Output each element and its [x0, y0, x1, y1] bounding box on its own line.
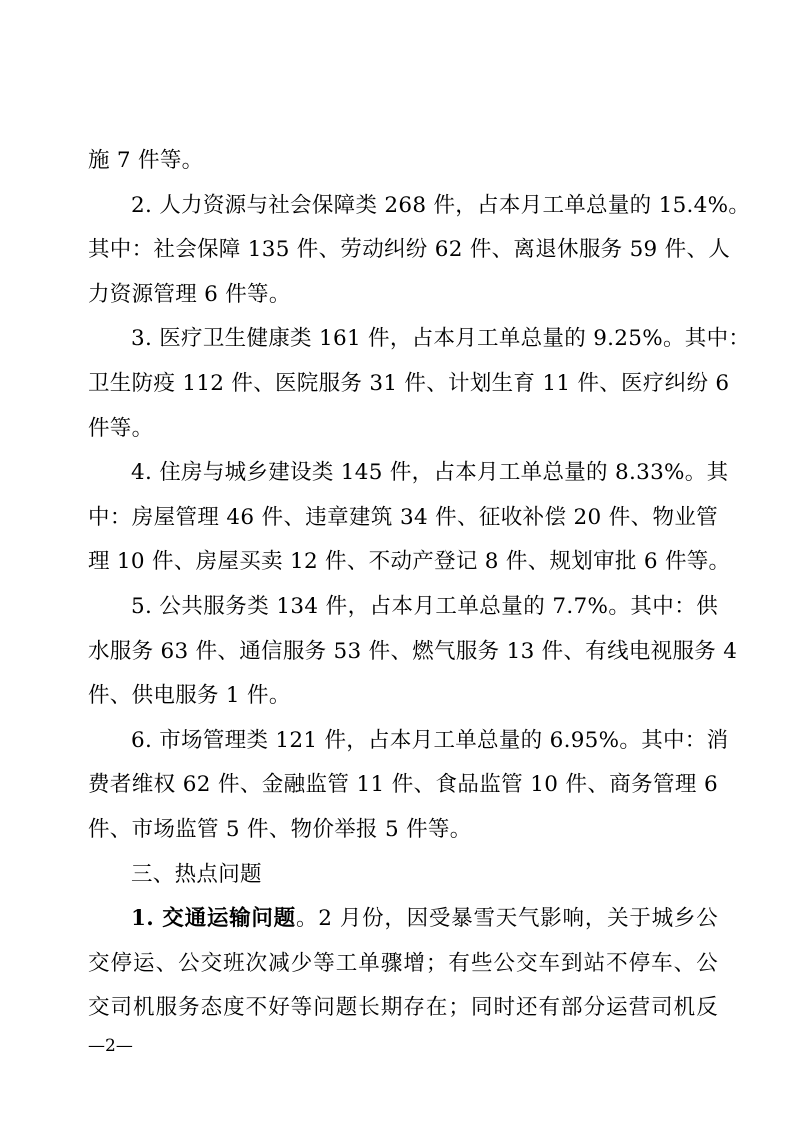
hotspot-text: 。2 月份，因受暴雪天气影响，关于城乡公	[295, 906, 718, 932]
body-line: 施 7 件等。	[88, 148, 204, 173]
item-3-line: 3. 医疗卫生健康类 161 件，占本月工单总量的 9.25%。其中：	[131, 326, 751, 352]
body-line: 理 10 件、房屋买卖 12 件、不动产登记 8 件、规划审批 6 件等。	[88, 549, 731, 575]
item-2-line: 2. 人力资源与社会保障类 268 件，占本月工单总量的 15.4%。	[131, 192, 751, 218]
document-body	[88, 142, 751, 1034]
item-6-line: 6. 市场管理类 121 件，占本月工单总量的 6.95%。其中：消	[131, 727, 729, 753]
body-line: 其中：社会保障 135 件、劳动纠纷 62 件、离退休服务 59 件、人	[88, 237, 731, 263]
body-line: 费者维权 62 件、金融监管 11 件、食品监管 10 件、商务管理 6	[88, 772, 718, 798]
item-5-line: 5. 公共服务类 134 件，占本月工单总量的 7.7%。其中：供	[131, 593, 718, 619]
item-4-line: 4. 住房与城乡建设类 145 件，占本月工单总量的 8.33%。其	[131, 460, 729, 486]
body-line: 水服务 63 件、通信服务 53 件、燃气服务 13 件、有线电视服务 4	[88, 638, 738, 664]
hotspot-title: 1. 交通运输问题	[131, 906, 296, 932]
body-line: 件、供电服务 1 件。	[88, 683, 291, 709]
body-line: 力资源管理 6 件等。	[88, 281, 291, 307]
hotspot-1-line	[88, 900, 718, 945]
body-line: 中：房屋管理 46 件、违章建筑 34 件、征收补偿 20 件、物业管	[88, 504, 718, 530]
body-line: 件等。	[88, 415, 154, 441]
section-heading: 三、热点问题	[131, 861, 262, 887]
page-number: —2—	[88, 1036, 133, 1056]
body-line: 卫生防疫 112 件、医院服务 31 件、计划生育 11 件、医疗纠纷 6	[88, 370, 730, 396]
body-line: 交司机服务态度不好等问题长期存在；同时还有部分运营司机反	[88, 995, 718, 1021]
body-line: 件、市场监管 5 件、物价举报 5 件等。	[88, 816, 472, 842]
body-line: 交停运、公交班次减少等工单骤增；有些公交车到站不停车、公	[88, 950, 718, 976]
